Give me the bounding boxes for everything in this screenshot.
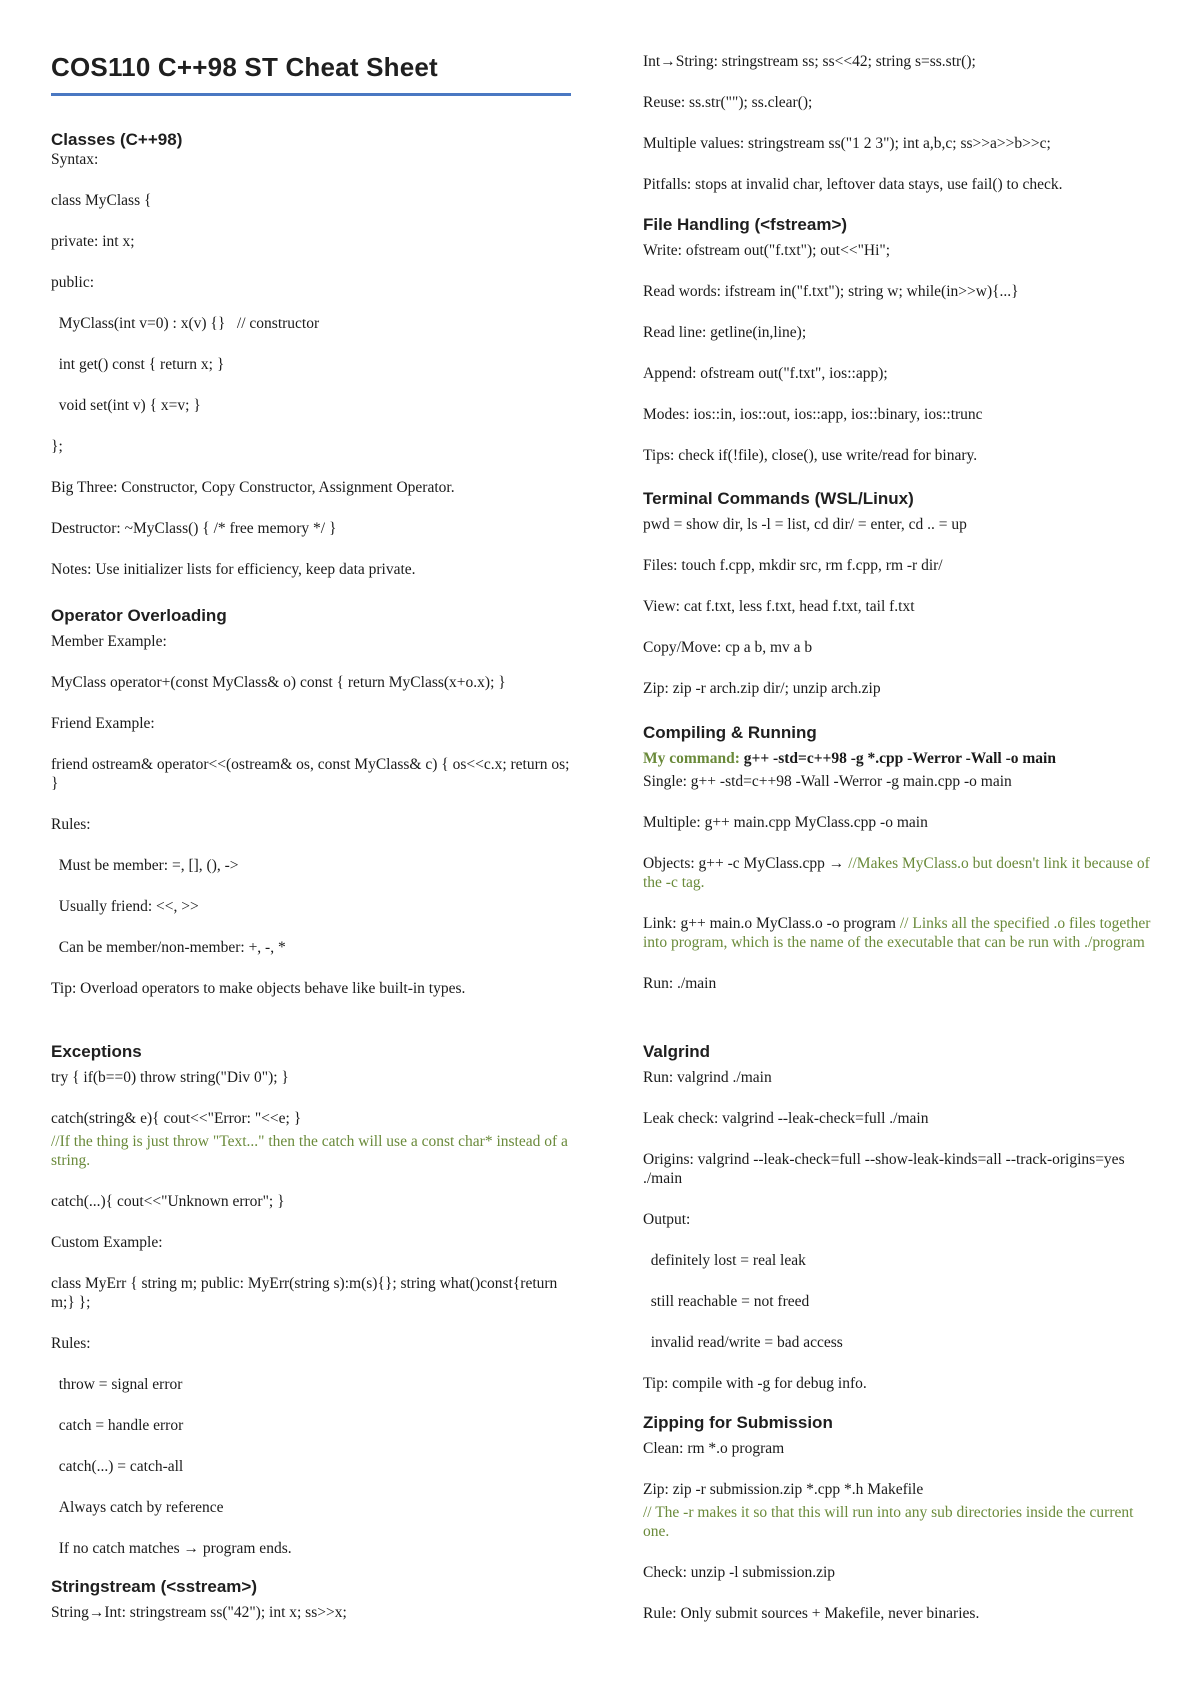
code-text: Objects: g++ -c MyClass.cpp → <box>643 855 849 872</box>
code-line: Zip: zip -r arch.zip dir/; unzip arch.zip <box>643 680 881 697</box>
code-line: public: <box>51 274 95 291</box>
section-operator-overloading <box>51 606 574 1020</box>
text-line: definitely lost = real leak <box>643 1252 806 1269</box>
code-line: Write: ofstream out("f.txt"); out<<"Hi"; <box>643 242 891 259</box>
text-line: If no catch matches → program ends. <box>51 1540 292 1557</box>
text-line: Syntax: <box>51 151 99 168</box>
text-line: catch = handle error <box>51 1417 184 1434</box>
page-title: COS110 C++98 ST Cheat Sheet <box>51 52 438 82</box>
code-line: Copy/Move: cp a b, mv a b <box>643 639 813 656</box>
code-line: Leak check: valgrind --leak-check=full ./main <box>643 1110 929 1127</box>
text-line: Custom Example: <box>51 1234 163 1251</box>
section-zipping <box>643 1413 1153 1645</box>
code-line: Zip: zip -r submission.zip *.cpp *.h Makefile <box>643 1481 924 1498</box>
code-line: Single: g++ -std=c++98 -Wall -Werror -g main.cpp -o main <box>643 773 1012 790</box>
my-command-line <box>643 749 1153 768</box>
code-comment: // The -r makes it so that this will run into any sub directories inside the current one. <box>643 1504 1138 1540</box>
code-line: Run: valgrind ./main <box>643 1069 772 1086</box>
code-line: MyClass operator+(const MyClass& o) const { return MyClass(x+o.x); } <box>51 674 506 691</box>
code-line: Check: unzip -l submission.zip <box>643 1564 836 1581</box>
title-underline <box>51 93 571 96</box>
code-line: private: int x; <box>51 233 135 250</box>
section-heading: Zipping for Submission <box>643 1413 833 1432</box>
text-line: Tip: Overload operators to make objects behave like built-in types. <box>51 980 466 997</box>
text-line: Big Three: Constructor, Copy Constructor, Assignment Operator. <box>51 479 455 496</box>
text-line: throw = signal error <box>51 1376 183 1393</box>
text-line: Rules: <box>51 1335 91 1352</box>
code-line: View: cat f.txt, less f.txt, head f.txt, tail f.txt <box>643 598 915 615</box>
code-comment: //Makes MyClass.o but doesn't link it because of the -c tag. <box>643 855 1154 891</box>
link-line <box>643 914 1153 952</box>
code-line: Modes: ios::in, ios::out, ios::app, ios::binary, ios::trunc <box>643 406 983 423</box>
code-line: Read line: getline(in,line); <box>643 324 807 341</box>
section-compiling <box>643 723 1153 1015</box>
section-terminal-commands <box>643 489 1153 720</box>
section-heading: Operator Overloading <box>51 606 227 625</box>
code-line: Reuse: ss.str(""); ss.clear(); <box>643 94 813 111</box>
text-line: Always catch by reference <box>51 1499 224 1516</box>
text-line: catch(...) = catch-all <box>51 1458 184 1475</box>
section-heading: Valgrind <box>643 1042 711 1061</box>
objects-line <box>643 854 1153 892</box>
text-line: Rule: Only submit sources + Makefile, never binaries. <box>643 1605 980 1622</box>
text-line: invalid read/write = bad access <box>643 1334 843 1351</box>
code-line: catch(...){ cout<<"Unknown error"; } <box>51 1193 285 1210</box>
code-line: Multiple: g++ main.cpp MyClass.cpp -o main <box>643 814 928 831</box>
section-heading: File Handling (<fstream>) <box>643 215 848 234</box>
code-comment: // Links all the specified .o files together into program, which is the name of the executable that can be run with ./program <box>643 915 1155 951</box>
section-valgrind <box>643 1042 1153 1415</box>
code-line: class MyClass { <box>51 192 152 209</box>
text-line: still reachable = not freed <box>643 1293 810 1310</box>
code-line: Run: ./main <box>643 975 717 992</box>
code-line: Multiple values: stringstream ss("1 2 3"); int a,b,c; ss>>a>>b>>c; <box>643 135 1051 152</box>
code-line: pwd = show dir, ls -l = list, cd dir/ = enter, cd .. = up <box>643 516 967 533</box>
code-line: Append: ofstream out("f.txt", ios::app); <box>643 365 888 382</box>
code-line: Files: touch f.cpp, mkdir src, rm f.cpp, rm -r dir/ <box>643 557 943 574</box>
code-line: catch(string& e){ cout<<"Error: "<<e; } <box>51 1110 302 1127</box>
code-line: Clean: rm *.o program <box>643 1440 785 1457</box>
text-line: Can be member/non-member: +, -, * <box>51 939 286 956</box>
code-line: class MyErr { string m; public: MyErr(string s):m(s){}; string what()const{return m;} }; <box>51 1275 562 1311</box>
code-comment: //If the thing is just throw "Text..." then the catch will use a const char* instead of a string. <box>51 1133 572 1169</box>
section-stringstream <box>51 1577 571 1644</box>
section-stringstream-continued <box>643 52 1153 216</box>
code-line: void set(int v) { x=v; } <box>51 397 201 414</box>
text-line: Usually friend: <<, >> <box>51 898 199 915</box>
my-command-text: g++ -std=c++98 -g *.cpp -Werror -Wall -o main <box>739 750 1056 767</box>
code-line: String→Int: stringstream ss("42"); int x; ss>>x; <box>51 1604 347 1621</box>
text-line: Destructor: ~MyClass() { /* free memory */ } <box>51 520 337 537</box>
section-exceptions <box>51 1042 571 1580</box>
text-line: Member Example: <box>51 633 167 650</box>
text-line: Tips: check if(!file), close(), use write/read for binary. <box>643 447 978 464</box>
text-line: Rules: <box>51 816 91 833</box>
text-line: Pitfalls: stops at invalid char, leftover data stays, use fail() to check. <box>643 176 1063 193</box>
code-line: MyClass(int v=0) : x(v) {} // constructor <box>51 315 320 332</box>
section-classes <box>51 130 571 601</box>
code-line: Read words: ifstream in("f.txt"); string w; while(in>>w){...} <box>643 283 1019 300</box>
text-line: Must be member: =, [], (), -> <box>51 857 239 874</box>
code-line: }; <box>51 438 63 455</box>
code-text: Link: g++ main.o MyClass.o -o program <box>643 915 900 932</box>
section-heading: Stringstream (<sstream>) <box>51 1577 257 1596</box>
code-line: friend ostream& operator<<(ostream& os, const MyClass& c) { os<<c.x; return os; } <box>51 756 574 792</box>
text-line: Tip: compile with -g for debug info. <box>643 1375 867 1392</box>
section-file-handling <box>643 215 1153 487</box>
text-line: Output: <box>643 1211 691 1228</box>
section-heading: Exceptions <box>51 1042 142 1061</box>
text-line: Notes: Use initializer lists for efficiency, keep data private. <box>51 561 416 578</box>
my-command-label: My command: <box>643 750 740 767</box>
section-heading: Classes (C++98) <box>51 130 183 149</box>
text-line: Friend Example: <box>51 715 155 732</box>
code-line: Int→String: stringstream ss; ss<<42; string s=ss.str(); <box>643 53 976 70</box>
section-heading: Compiling & Running <box>643 723 817 742</box>
code-line: int get() const { return x; } <box>51 356 225 373</box>
code-line: Origins: valgrind --leak-check=full --show-leak-kinds=all --track-origins=yes ./main <box>643 1151 1129 1187</box>
section-heading: Terminal Commands (WSL/Linux) <box>643 489 914 508</box>
code-line: try { if(b==0) throw string("Div 0"); } <box>51 1069 289 1086</box>
